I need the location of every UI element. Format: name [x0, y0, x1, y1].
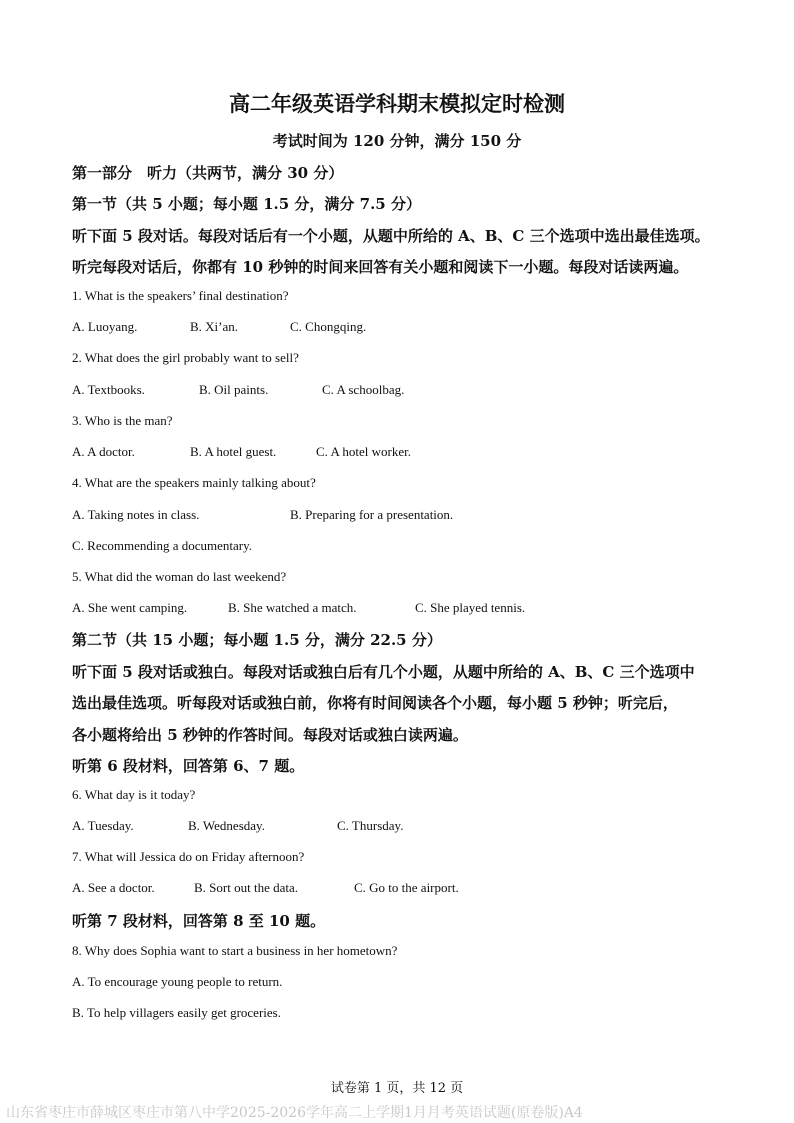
section2-heading: 第二节（共 15 小题；每小题 1.5 分，满分 22.5 分）: [72, 631, 442, 649]
material-6-heading: 听第 6 段材料，回答第 6、7 题。: [72, 757, 305, 775]
section2-instruction-1: 听下面 5 段对话或独白。每段对话或独白后有几个小题，从题中所给的 A、B、C 三个选项中: [72, 663, 695, 681]
question-8-option-a: A. To encourage young people to return.: [72, 974, 283, 989]
question-5-option-a: A. She went camping.: [72, 600, 188, 615]
question-3-stem: 3. Who is the man?: [72, 413, 173, 428]
question-6-option-a: A. Tuesday.: [72, 818, 134, 833]
question-7-option-a: A. See a doctor.: [72, 880, 155, 895]
question-8-option-b: B. To help villagers easily get groceries.: [72, 1005, 281, 1020]
question-2-stem: 2. What does the girl probably want to sell?: [72, 350, 299, 365]
section1-instruction-1: 听下面 5 段对话。每段对话后有一个小题，从题中所给的 A、B、C 三个选项中选出最佳选项。: [72, 227, 710, 245]
source-watermark: 山东省枣庄市薛城区枣庄市第八中学2025-2026学年高二上学期1月月考英语试题(原卷版)A4: [6, 1105, 583, 1121]
question-3-option-c: C. A hotel worker.: [316, 444, 411, 459]
section1-heading: 第一节（共 5 小题；每小题 1.5 分，满分 7.5 分）: [72, 195, 421, 213]
question-6-stem: 6. What day is it today?: [72, 787, 196, 802]
question-1-stem: 1. What is the speakers’ final destination?: [72, 288, 289, 303]
exam-title: 高二年级英语学科期末模拟定时检测: [229, 91, 565, 116]
question-5-option-c: C. She played tennis.: [415, 600, 526, 615]
question-3-option-a: A. A doctor.: [72, 444, 135, 459]
section2-instruction-2: 选出最佳选项。听每段对话或独白前，你将有时间阅读各个小题，每小题 5 秒钟；听完后，: [72, 694, 678, 712]
question-1-option-c: C. Chongqing.: [290, 319, 367, 334]
question-4-option-b: B. Preparing for a presentation.: [290, 507, 454, 522]
question-4-stem: 4. What are the speakers mainly talking about?: [72, 475, 316, 490]
exam-subtitle: 考试时间为 120 分钟，满分 150 分: [272, 132, 522, 150]
question-7-stem: 7. What will Jessica do on Friday afternoon?: [72, 849, 305, 864]
section2-instruction-3: 各小题将给出 5 秒钟的作答时间。每段对话或独白读两遍。: [72, 726, 468, 744]
question-4-option-c: C. Recommending a documentary.: [72, 538, 253, 553]
question-8-stem: 8. Why does Sophia want to start a business in her hometown?: [72, 943, 398, 958]
question-1-option-a: A. Luoyang.: [72, 319, 138, 334]
material-7-heading: 听第 7 段材料，回答第 8 至 10 题。: [72, 912, 326, 930]
question-6-option-c: C. Thursday.: [337, 818, 404, 833]
question-5-stem: 5. What did the woman do last weekend?: [72, 569, 287, 584]
question-3-option-b: B. A hotel guest.: [190, 444, 277, 459]
section1-instruction-2: 听完每段对话后，你都有 10 秒钟的时间来回答有关小题和阅读下一小题。每段对话读两遍。: [72, 258, 689, 276]
page-footer: 试卷第 1 页，共 12 页: [330, 1081, 464, 1096]
question-6-option-b: B. Wednesday.: [188, 818, 265, 833]
question-7-option-b: B. Sort out the data.: [194, 880, 298, 895]
question-2-option-c: C. A schoolbag.: [322, 382, 405, 397]
question-2-option-b: B. Oil paints.: [199, 382, 269, 397]
question-5-option-b: B. She watched a match.: [228, 600, 357, 615]
question-1-option-b: B. Xi’an.: [190, 319, 239, 334]
question-7-option-c: C. Go to the airport.: [354, 880, 459, 895]
question-4-option-a: A. Taking notes in class.: [72, 507, 200, 522]
question-2-option-a: A. Textbooks.: [72, 382, 145, 397]
part1-heading: 第一部分 听力（共两节，满分 30 分）: [72, 164, 344, 182]
